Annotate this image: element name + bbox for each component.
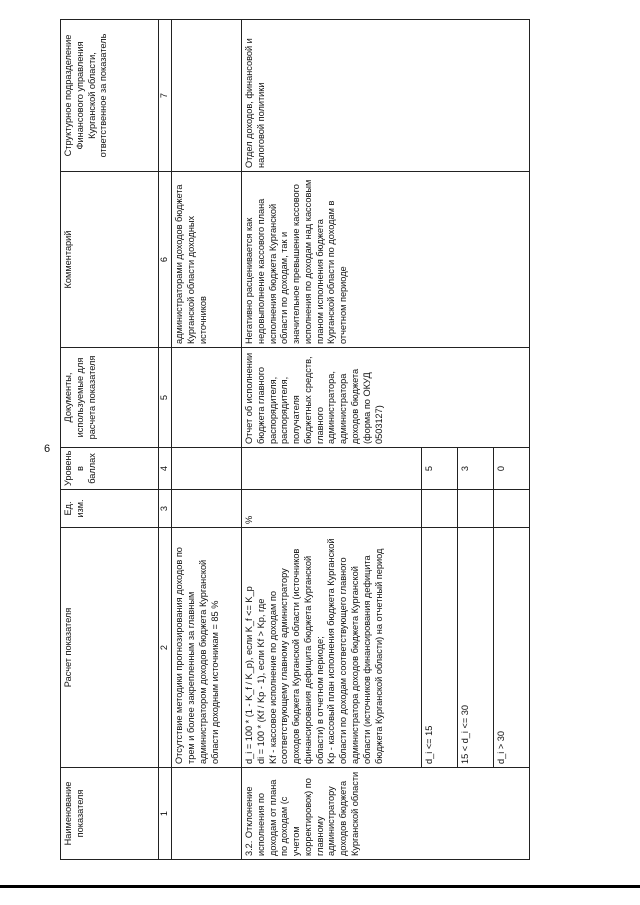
- col-number: 4: [159, 448, 172, 490]
- calc-formula: d_i = 100 * (1 - K_f / K_p), если K_f <= K_p: [244, 586, 255, 764]
- level-score: 0: [494, 448, 530, 490]
- indicator-documents: Отчет об исполнении бюджета главного распорядителя, распорядителя, получателя бюджетных средств, главного администратора, администратора доходов бюджета (форма по ОКУД 0503127): [242, 348, 530, 448]
- cont-calc-cell: Отсутствие методики прогнозирования доходов по трем и более закрепленным за главным администратором доходов бюджета Курганской области доходным источникам = 85 %: [172, 528, 242, 768]
- indicator-level-empty: [242, 448, 422, 490]
- header-unit: Ед. изм.: [61, 490, 159, 528]
- cont-name-cell: [172, 768, 242, 860]
- indicator-table: [60, 19, 530, 860]
- level-unit-empty: [422, 490, 458, 528]
- col-number: 5: [159, 348, 172, 448]
- level-score: 5: [422, 448, 458, 490]
- level-condition: 15 < d_i <= 30: [458, 528, 494, 768]
- cont-unit-cell: [172, 490, 242, 528]
- header-comment: Комментарий: [61, 172, 159, 348]
- col-number: 6: [159, 172, 172, 348]
- header-calc: Расчет показателя: [61, 528, 159, 768]
- header-docs: Документы, используемые для расчета показателя: [61, 348, 159, 448]
- level-unit-empty: [458, 490, 494, 528]
- header-name: Наименование показателя: [61, 768, 159, 860]
- cont-responsible-cell: [172, 20, 242, 172]
- cont-comment-cell: администраторами доходов бюджета Курганской области доходных источников: [172, 172, 242, 348]
- col-number: 1: [159, 768, 172, 860]
- indicator-calc: [242, 528, 422, 768]
- bottom-rule: [0, 885, 640, 888]
- col-number: 2: [159, 528, 172, 768]
- header-responsible: Структурное подразделение Финансового управления Курганской области, ответственное за показатель: [61, 20, 159, 172]
- cont-docs-cell: [172, 348, 242, 448]
- indicator-name: 3.2. Отклонение исполнения по доходам от плана по доходам (с учетом корректировок) по главному администратору доходов бюджета Курганской области: [242, 768, 530, 860]
- calc-description: di = 100 * (Kf / Kp - 1), если Kf > Kp, где Kf - кассовое исполнение по доходам по соответствующему главному администратору доходов бюджета Курганской области (источников финансирования дефицита бюджета Курганской области) в отчетном периоде; Kp - кассовый план исполнения бюджета Курганской области по доходам соответствующего главного администратора доходов бюджета Курганской области (источников финансирования дефицита бюджета Курганской области) на отчетный период: [255, 538, 384, 764]
- indicator-responsible: Отдел доходов, финансовой и налоговой политики: [242, 20, 530, 172]
- level-condition: d_i <= 15: [422, 528, 458, 768]
- indicator-comment: Негативно расценивается как недовыполнение кассового плана исполнения бюджета Курганской области по доходам, так и значительное превышение кассового исполнения по доходам над кассовым планом исполнения бюджета Курганской области по доходам в отчетном периоде: [242, 172, 530, 348]
- indicator-row: [242, 20, 422, 860]
- col-number: 7: [159, 20, 172, 172]
- column-number-row: [159, 20, 172, 860]
- level-score: 3: [458, 448, 494, 490]
- page-number: 6: [44, 443, 51, 455]
- header-row: [61, 20, 159, 860]
- indicator-unit: %: [242, 490, 422, 528]
- level-unit-empty: [494, 490, 530, 528]
- level-condition: d_i > 30: [494, 528, 530, 768]
- header-level: Уровень в баллах: [61, 448, 159, 490]
- cont-level-cell: [172, 448, 242, 490]
- rotated-table-container: [60, 20, 530, 860]
- col-number: 3: [159, 490, 172, 528]
- continued-row: [172, 20, 242, 860]
